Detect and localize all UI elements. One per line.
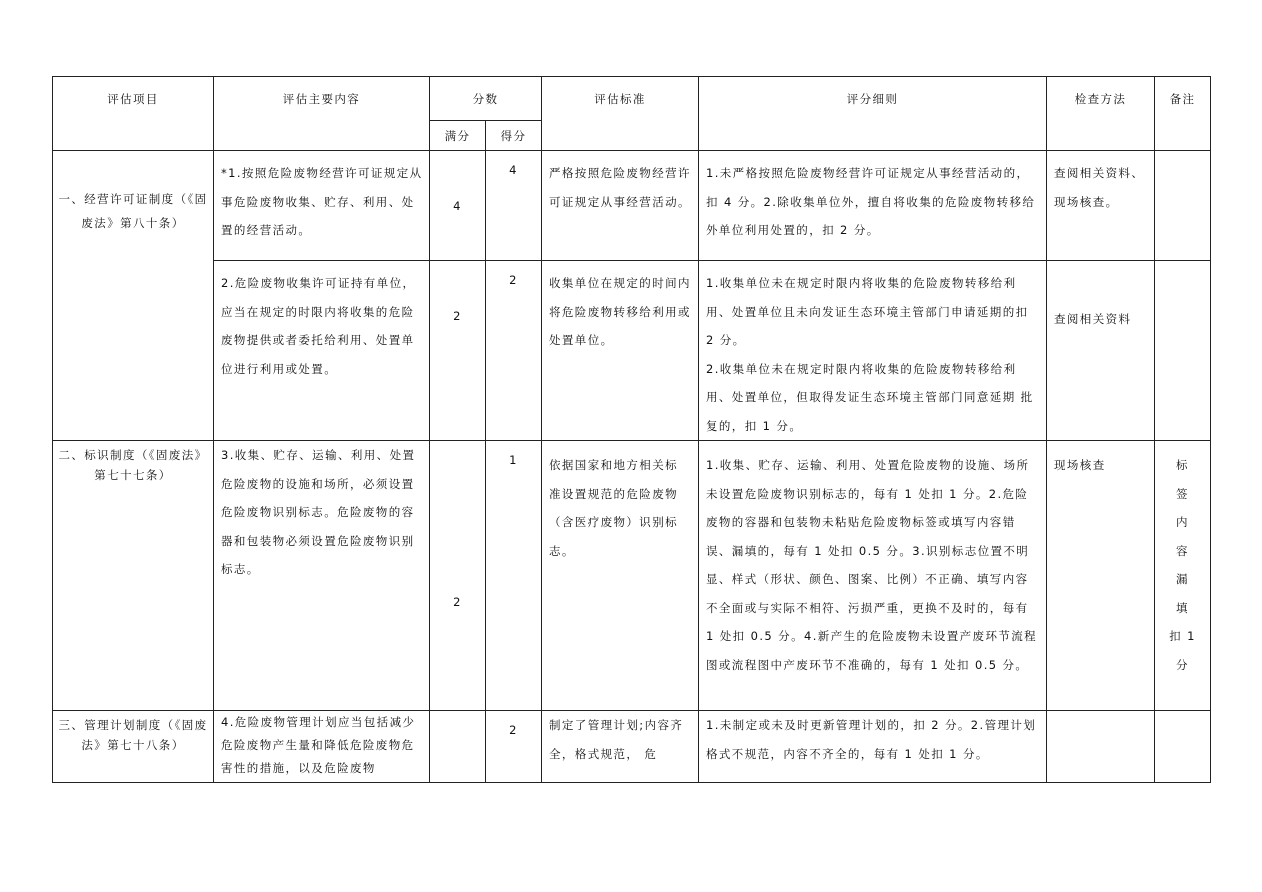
evaluation-sheet (52, 76, 1211, 783)
remark-char: 扣 1 (1169, 629, 1196, 643)
remark-cell (1155, 711, 1211, 783)
detail-cell (699, 441, 1047, 711)
header-got: 得分 (486, 121, 542, 151)
got-score: 4 (486, 151, 542, 261)
detail-line: 2.收集单位未在规定时限内将收集的危险废物转移给利用、处置单位，但取得发证生态环境主管部门同意延期 批复的，扣 1 分。 (706, 361, 1034, 433)
evaluation-table (52, 76, 1211, 783)
content-cell: 2.危险废物收集许可证持有单位，应当在规定的时限内将收集的危险废物提供或者委托给利用、处置单位进行利用或处置。 (214, 261, 430, 441)
detail-cell (699, 261, 1047, 441)
full-score: 2 (430, 441, 486, 711)
standard-cell: 严格按照危险废物经营许可证规定从事经营活动。 (542, 151, 699, 261)
got-score: 1 (486, 441, 542, 711)
detail-line: 1.收集、贮存、运输、利用、处置危险废物的设施、场所未设置危险废物识别标志的，每有 1 处扣 1 分。2.危险废物的容器和包装物未粘贴危险废物标签或填写内容错误、漏填的，每有 1 处扣 0.5 分。3.识别标志位置不明显、样式（形状、颜色、图案、比例）不正确、填写内容不全面或与实际不相符、污损严重，更换不及时的，每有 1 处扣 0.5 分。4.新产生的危险废物未设置产废环节流程图或流程图中产废环节不准确的，每有 1 处扣 0.5 分。 (706, 458, 1038, 672)
content-cell: 3.收集、贮存、运输、利用、处置危险废物的设施和场所，必须设置危险废物识别标志。危险废物的容器和包装物必须设置危险废物识别标志。 (214, 441, 430, 711)
remark-char: 漏 (1176, 572, 1189, 586)
header-item: 评估项目 (53, 77, 214, 151)
detail-cell (699, 151, 1047, 261)
header-detail: 评分细则 (699, 77, 1047, 151)
content-cell: *1.按照危险废物经营许可证规定从事危险废物收集、贮存、利用、处置的经营活动。 (214, 151, 430, 261)
section-item: 二、标识制度（《固废法》第七十七条） (53, 441, 214, 711)
method-cell: 现场核查 (1047, 441, 1155, 711)
standard-cell: 收集单位在规定的时间内将危险废物转移给利用或处置单位。 (542, 261, 699, 441)
table-row (53, 711, 1211, 783)
full-score (430, 711, 486, 783)
detail-line: 1.未制定或未及时更新管理计划的，扣 2 分。2.管理计划格式不规范，内容不齐全的，每有 1 处扣 1 分。 (706, 718, 1037, 761)
full-score: 4 (430, 151, 486, 261)
header-row (53, 77, 1211, 121)
method-cell: 查阅相关资料、现场核查。 (1047, 151, 1155, 261)
header-content: 评估主要内容 (214, 77, 430, 151)
section-item: 一、经营许可证制度（《固废法》第八十条） (53, 151, 214, 441)
table-row (53, 441, 1211, 711)
header-full: 满分 (430, 121, 486, 151)
remark-char: 签 (1176, 486, 1189, 501)
method-cell: 查阅相关资料 (1047, 261, 1155, 441)
content-cell: 4.危险废物管理计划应当包括减少危险废物产生量和降低危险废物危害性的措施，以及危险废物 (214, 711, 430, 783)
section-item: 三、管理计划制度（《固废 法》第七十八条） (53, 711, 214, 783)
full-score: 2 (430, 261, 486, 441)
remark-cell (1155, 151, 1211, 261)
remark-cell (1155, 441, 1211, 711)
remark-char: 容 (1176, 543, 1189, 558)
got-score: 2 (486, 711, 542, 783)
remark-cell (1155, 261, 1211, 441)
remark-char: 分 (1176, 657, 1189, 672)
header-score: 分数 (430, 77, 542, 121)
detail-line: 1.未严格按照危险废物经营许可证规定从事经营活动的，扣 4 分。2.除收集单位外，擅自将收集的危险废物转移给外单位利用处置的，扣 2 分。 (706, 166, 1036, 237)
got-score: 2 (486, 261, 542, 441)
header-standard: 评估标准 (542, 77, 699, 151)
standard-cell: 依据国家和地方相关标 准设置规范的危险废物 （含医疗废物）识别标 志。 (542, 441, 699, 711)
method-cell (1047, 711, 1155, 783)
remark-char: 标 (1176, 458, 1189, 472)
detail-line: 1.收集单位未在规定时限内将收集的危险废物转移给利用、处置单位且未向发证生态环境主管部门申请延期的扣 2 分。 (706, 276, 1029, 347)
remark-char: 填 (1176, 600, 1189, 615)
remark-char: 内 (1176, 515, 1189, 529)
header-remark: 备注 (1155, 77, 1211, 151)
header-method: 检查方法 (1047, 77, 1155, 151)
standard-cell: 制定了管理计划;内容齐全，格式规范， 危 (542, 711, 699, 783)
table-row (53, 151, 1211, 261)
detail-cell (699, 711, 1047, 783)
table-row (53, 261, 1211, 441)
